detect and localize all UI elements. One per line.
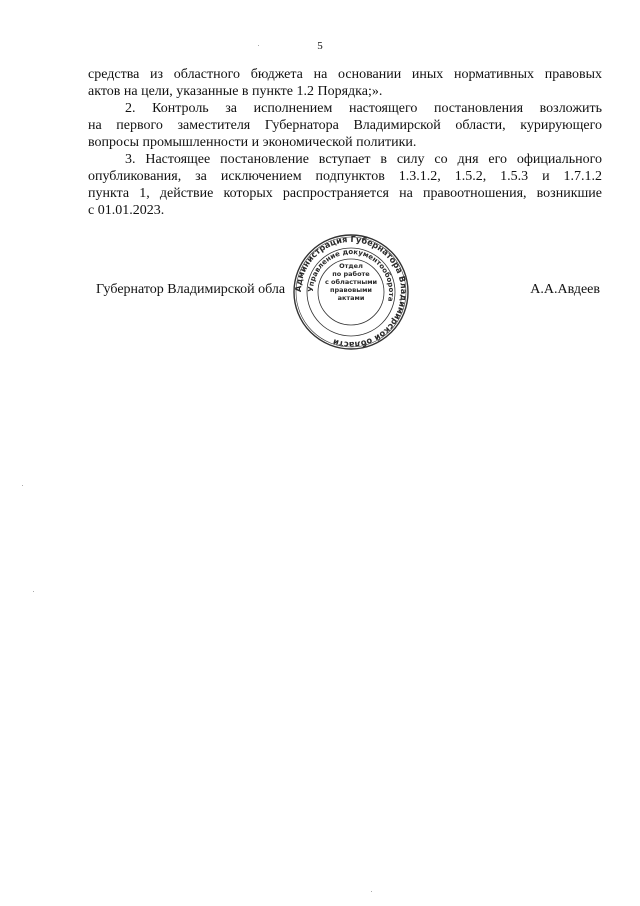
scan-speck bbox=[258, 45, 259, 46]
paragraph-1 bbox=[88, 66, 602, 100]
stamp-center-line: правовыми bbox=[330, 286, 372, 294]
stamp-center-line: с областными bbox=[324, 278, 378, 286]
stamp-center-line: актами bbox=[337, 294, 365, 302]
page-number: 5 bbox=[317, 40, 323, 52]
paragraph-line: пункта 1, действие которых распространяется на правоотношения, возникшие bbox=[88, 186, 602, 201]
signatory-title: Губернатор Владимирской обла bbox=[96, 282, 286, 297]
stamp-outer-text: Администрация Губернатора Владимирской области bbox=[292, 233, 410, 351]
scan-speck bbox=[371, 891, 372, 892]
paragraph-line: вопросы промышленности и экономической политики. bbox=[88, 135, 417, 150]
document-body bbox=[88, 66, 602, 219]
paragraph-line: опубликования, за исключением подпунктов 1.3.1.2, 1.5.2, 1.5.3 и 1.7.1.2 bbox=[88, 169, 602, 184]
stamp-center-text bbox=[310, 262, 392, 302]
scan-speck bbox=[33, 591, 34, 592]
paragraph-line: 3. Настоящее постановление вступает в силу со дня его официального bbox=[125, 152, 602, 167]
paragraph-line: средства из областного бюджета на основании иных нормативных правовых bbox=[88, 67, 602, 82]
signatory-name: А.А.Авдеев bbox=[530, 282, 600, 297]
paragraph-line: с 01.01.2023. bbox=[88, 203, 165, 218]
paragraph-line: актов на цели, указанные в пункте 1.2 Порядка;». bbox=[88, 84, 383, 99]
paragraph-3 bbox=[88, 151, 602, 219]
stamp-inner-text: Управление документооборота bbox=[306, 247, 396, 303]
paragraph-line: на первого заместителя Губернатора Владимирской области, курирующего bbox=[88, 118, 602, 133]
paragraph-2 bbox=[88, 100, 602, 151]
scan-speck bbox=[22, 485, 23, 486]
stamp-center-line: по работе bbox=[332, 270, 370, 278]
paragraph-line: 2. Контроль за исполнением настоящего постановления возложить bbox=[125, 101, 602, 116]
stamp-center-line: Отдел bbox=[339, 262, 363, 270]
